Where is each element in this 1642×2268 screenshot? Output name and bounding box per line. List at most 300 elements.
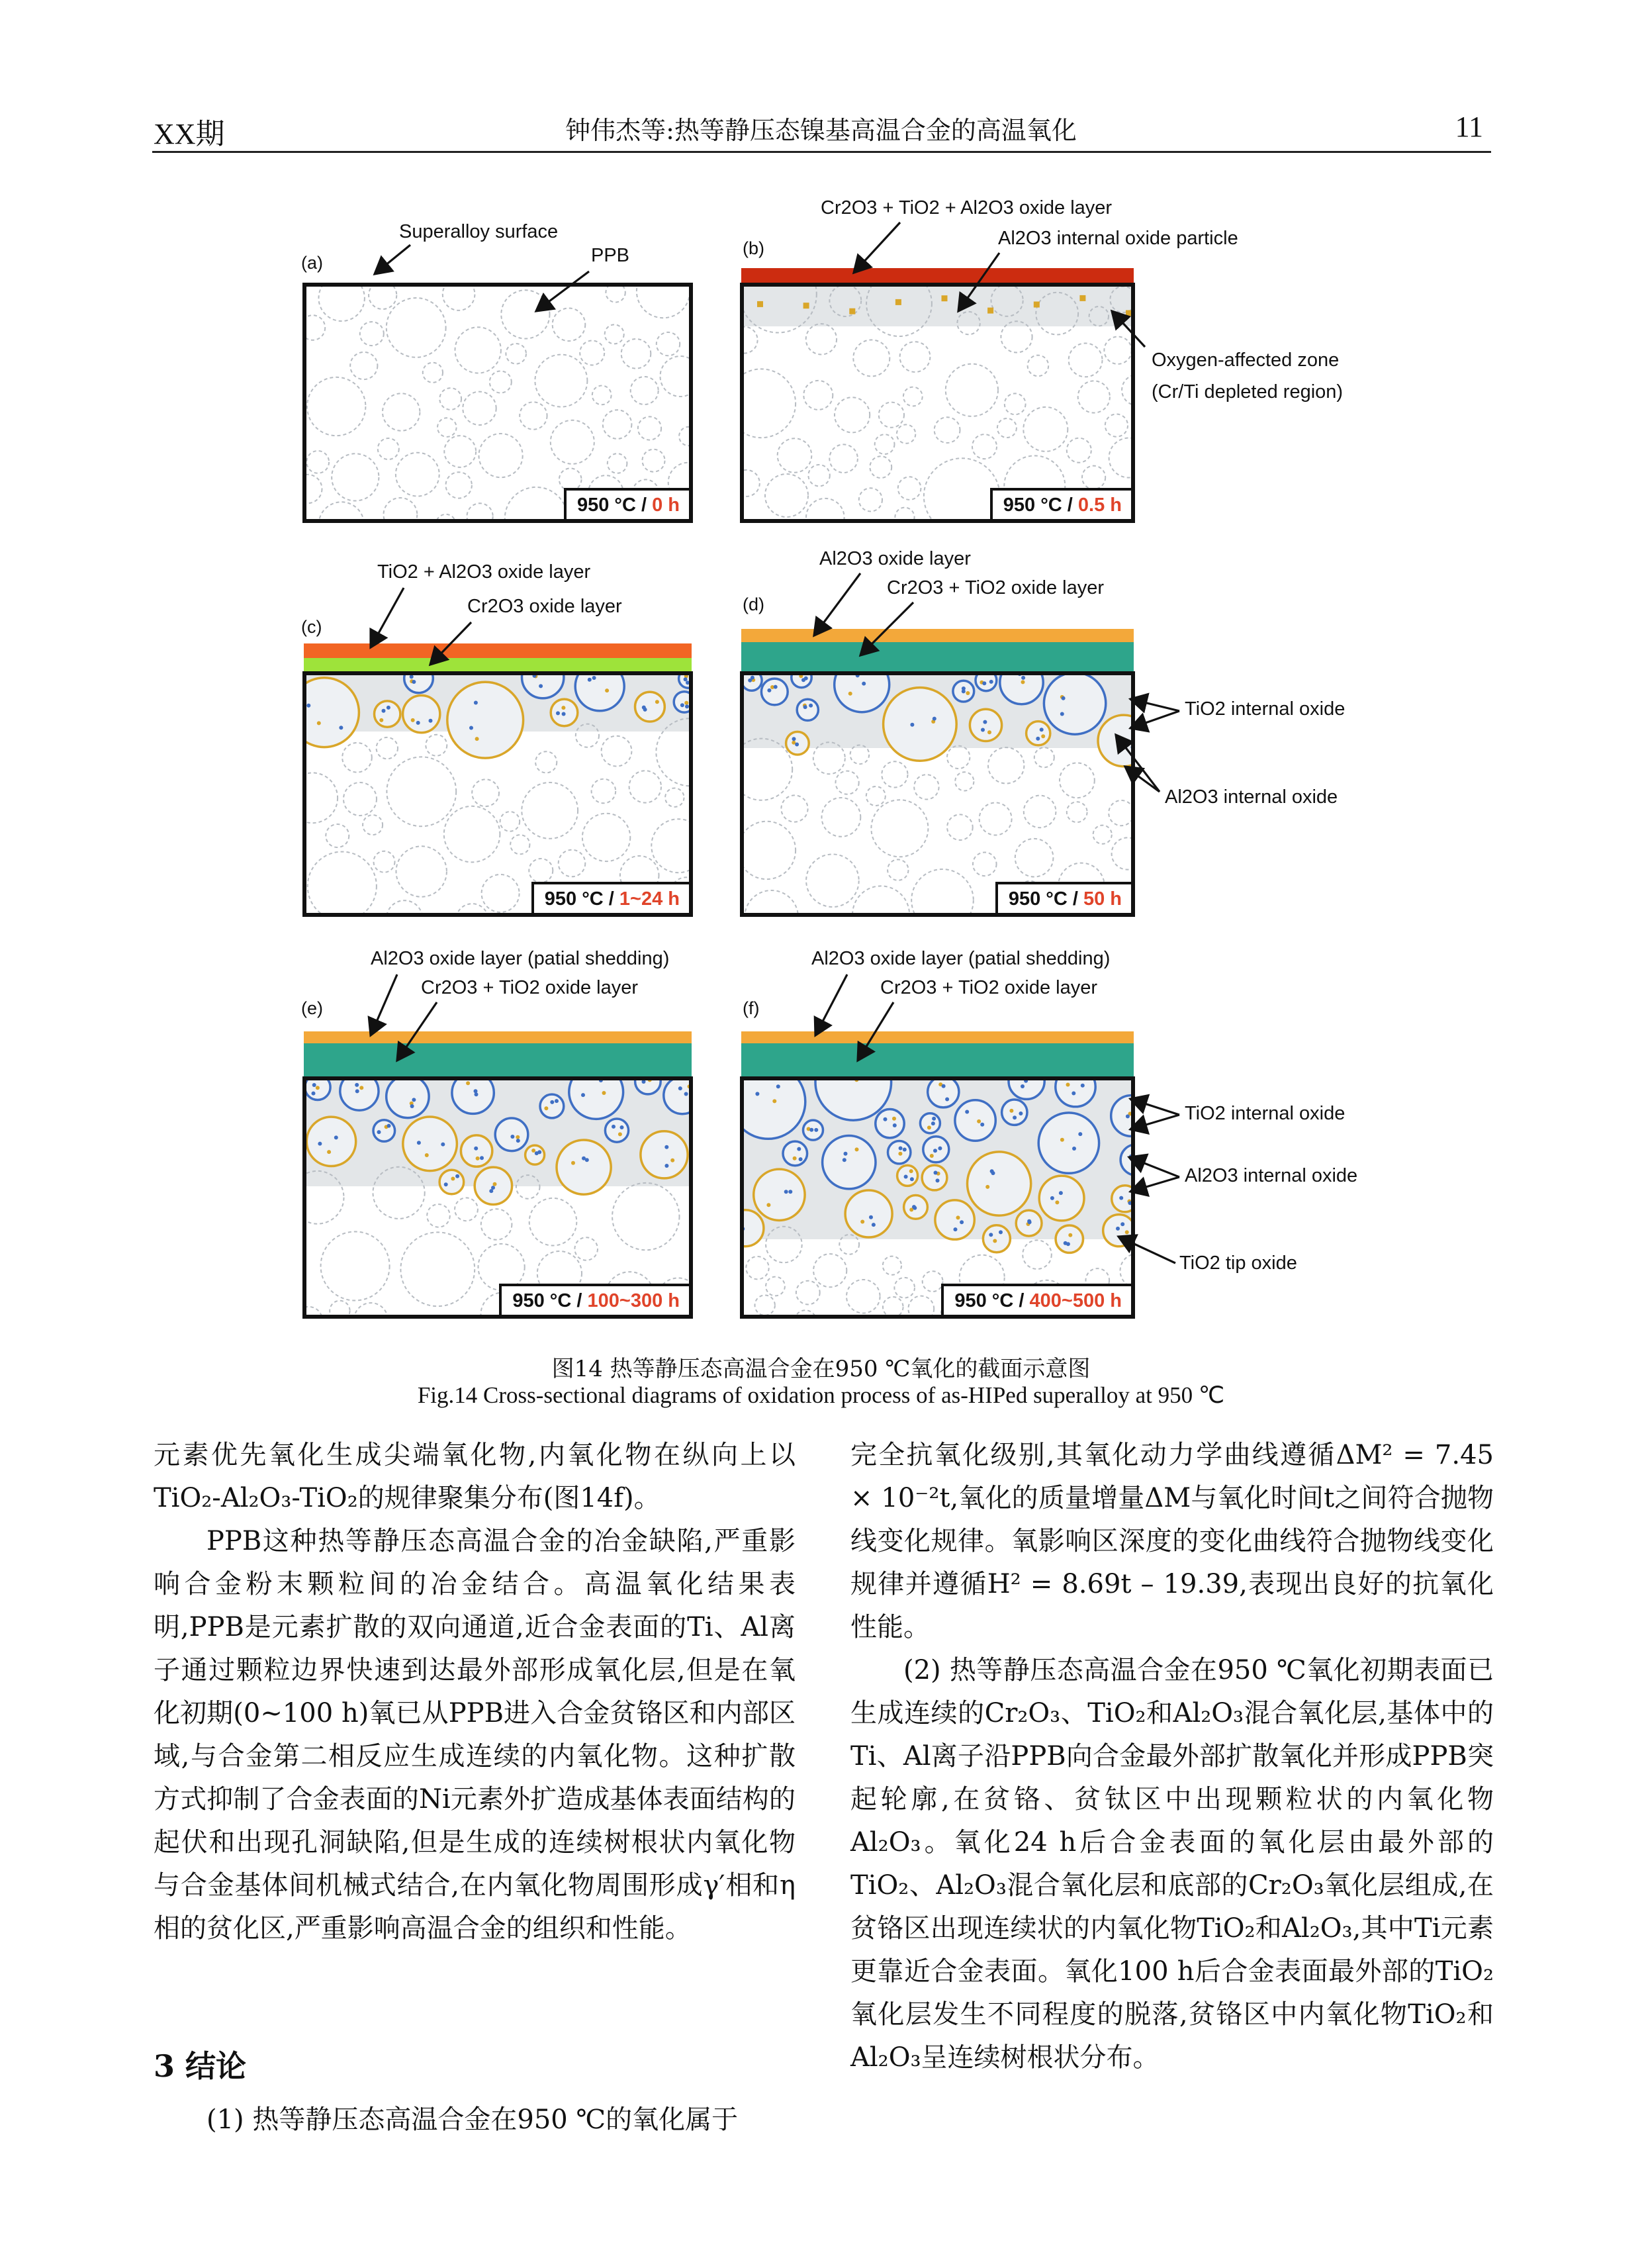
powder-particle: [602, 736, 632, 767]
powder-particle: [888, 859, 908, 880]
powder-particle: [859, 488, 882, 511]
powder-particle: [661, 356, 694, 397]
internal-oxide-dot: [387, 706, 390, 710]
internal-oxide-dot: [312, 1083, 316, 1087]
powder-particle: [308, 852, 377, 917]
powder-particle: [968, 1152, 1031, 1215]
powder-particle: [306, 1171, 344, 1224]
powder-particle: [1028, 355, 1049, 377]
internal-oxide-dot: [1072, 1147, 1076, 1151]
powder-particle: [319, 287, 365, 321]
internal-oxide-dot: [555, 1099, 559, 1103]
internal-oxide-dot: [412, 680, 416, 684]
powder-particle: [765, 474, 808, 517]
powder-particle: [529, 859, 553, 882]
annotation-d-tio2-internal: TiO2 internal oxide: [1185, 698, 1346, 720]
internal-oxide-dot: [643, 708, 647, 712]
powder-particle: [845, 1190, 892, 1237]
powder-particle: [520, 402, 547, 429]
powder-particle: [535, 751, 557, 773]
powder-particle: [427, 1204, 450, 1227]
powder-particle: [835, 675, 889, 712]
internal-oxide-dot: [1125, 1230, 1129, 1234]
powder-particle: [559, 850, 586, 877]
internal-oxide-dot: [379, 718, 383, 722]
internal-oxide-dot: [387, 1124, 391, 1128]
powder-particle: [980, 803, 1012, 835]
internal-oxide-dot: [334, 1135, 338, 1139]
powder-particle: [455, 327, 501, 373]
internal-oxide-dot: [981, 728, 985, 732]
powder-particle: [551, 420, 594, 464]
internal-oxide-dot: [664, 1145, 668, 1149]
internal-oxide-dot: [1129, 1155, 1133, 1158]
annotation-f-cr2o3-tio2: Cr2O3 + TiO2 oxide layer: [880, 977, 1098, 998]
powder-particle: [957, 312, 980, 334]
internal-oxide-dot: [987, 730, 991, 734]
internal-oxide-dot: [1132, 750, 1135, 754]
powder-particle: [1112, 837, 1135, 869]
internal-oxide-dot: [1066, 1242, 1070, 1246]
powder-particle: [306, 475, 322, 503]
internal-oxide-dot: [581, 1093, 585, 1097]
internal-oxide-dot: [355, 1083, 359, 1087]
powder-particle: [461, 1135, 492, 1166]
powder-particle: [396, 846, 447, 896]
internal-oxide-dot: [306, 704, 310, 708]
internal-oxide-dot: [684, 1092, 688, 1096]
powder-particle: [822, 798, 861, 837]
powder-particle: [605, 324, 624, 344]
internal-oxide-dot: [318, 1142, 322, 1146]
powder-particle: [955, 1100, 995, 1141]
powder-particle: [870, 456, 891, 478]
powder-particle: [452, 1080, 494, 1113]
running-title: 钟伟杰等:热等静压态镍基高温合金的高温氧化: [565, 116, 1077, 145]
powder-particle: [755, 1296, 775, 1315]
internal-oxide-dot: [989, 680, 993, 684]
powder-particle: [557, 1140, 611, 1194]
condition-label-d: 950 °C / 50 h: [995, 882, 1131, 913]
internal-oxide-dot: [684, 677, 688, 681]
powder-particle: [516, 1175, 540, 1199]
internal-oxide-dot: [938, 1147, 942, 1151]
internal-oxide-dot: [872, 1223, 876, 1227]
internal-oxide-dot: [966, 691, 970, 695]
powder-particle: [972, 434, 997, 459]
powder-particle: [387, 298, 446, 357]
internal-oxide-dot: [930, 1154, 934, 1158]
powder-particle: [403, 1117, 457, 1171]
powder-particle: [306, 773, 338, 823]
powder-particle: [808, 465, 829, 486]
powder-particle: [306, 1080, 330, 1100]
internal-oxide-dot: [931, 1121, 935, 1125]
panel-label-c: (c): [301, 617, 322, 637]
internal-oxide-dot: [1072, 1092, 1075, 1096]
internal-oxide-dot: [684, 701, 688, 705]
powder-particle: [319, 502, 365, 523]
powder-particle: [914, 775, 938, 799]
figure-caption-en: Fig.14 Cross-sectional diagrams of oxidation process of as-HIPed superalloy at 950 ℃: [417, 1382, 1225, 1408]
powder-particle: [836, 771, 859, 794]
al2o3-internal-particle: [849, 308, 855, 314]
internal-oxide-dot: [932, 1117, 936, 1121]
powder-particle: [332, 453, 379, 500]
powder-particle: [866, 287, 932, 336]
internal-oxide-dot: [893, 1123, 897, 1127]
internal-oxide-dot: [620, 1125, 624, 1129]
internal-oxide-dot: [1060, 712, 1064, 716]
powder-particle: [363, 815, 383, 835]
powder-particle: [387, 900, 422, 917]
powder-particle: [306, 1117, 355, 1166]
internal-oxide-dot: [312, 1092, 316, 1096]
internal-oxide-dot: [1132, 737, 1135, 741]
internal-oxide-dot: [983, 720, 987, 724]
powder-particle: [522, 675, 564, 698]
internal-oxide-dot: [531, 1149, 535, 1153]
powder-particle: [1060, 763, 1095, 798]
powder-particle: [970, 709, 1001, 741]
al2o3-layer-d: [741, 629, 1134, 642]
powder-particle: [911, 869, 974, 917]
annotation-ppb: PPB: [591, 245, 630, 266]
powder-particle: [500, 812, 520, 831]
powder-particle: [1098, 715, 1135, 767]
powder-particle: [1093, 826, 1112, 844]
powder-particle: [895, 508, 914, 523]
powder-particle: [377, 737, 398, 759]
powder-particle: [903, 387, 923, 406]
internal-oxide-dot: [550, 1100, 554, 1104]
powder-particle: [373, 1120, 395, 1142]
internal-oxide-dot: [476, 1157, 480, 1160]
powder-particle: [1056, 1225, 1083, 1252]
powder-particle: [467, 503, 493, 523]
powder-particle: [396, 453, 439, 496]
panel-label-e: (e): [301, 998, 323, 1018]
internal-oxide-dot: [795, 743, 799, 747]
internal-oxide-dot: [602, 1091, 606, 1095]
powder-particle: [1034, 747, 1054, 767]
powder-particle: [1122, 375, 1135, 405]
powder-particle: [875, 434, 895, 454]
internal-oxide-dot: [655, 700, 659, 704]
annotation-b-internal-particle: Al2O3 internal oxide particle: [998, 228, 1238, 249]
powder-particle: [1009, 1080, 1044, 1099]
panel-d: [740, 671, 1135, 917]
internal-oxide-dot: [1078, 1132, 1082, 1136]
powder-particle: [373, 1167, 425, 1219]
internal-oxide-dot: [680, 703, 684, 707]
panel-b: [740, 283, 1135, 523]
powder-particle: [665, 788, 684, 807]
internal-oxide-dot: [913, 1206, 917, 1210]
powder-particle: [354, 1303, 388, 1319]
right-paragraph-1: 完全抗氧化级别,其氧化动力学曲线遵循ΔM² = 7.45 × 10⁻²t,氧化的质量增量ΔM与氧化时间t之间符合抛物线变化规律。氧影响区深度的变化曲线符合抛物线变化规律并遵循H² = 8.69t – 19.39,表现出良好的抗氧化性能。: [850, 1440, 1494, 1642]
grain-field: [306, 1080, 693, 1319]
internal-oxide-dot: [927, 1125, 931, 1129]
powder-particle: [375, 701, 400, 727]
internal-oxide-dot: [516, 1135, 520, 1139]
powder-particle: [400, 1232, 475, 1306]
internal-oxide-dot: [804, 677, 808, 681]
internal-oxide-dot: [1068, 1233, 1072, 1237]
al2o3-internal-particle: [987, 308, 993, 314]
annotation-superalloy-surface: Superalloy surface: [399, 221, 559, 242]
condition-label-e: 950 °C / 100~300 h: [499, 1284, 689, 1315]
annotation-b-affected-zone: Oxygen-affected zone: [1152, 350, 1340, 371]
internal-oxide-dot: [945, 1098, 949, 1102]
internal-oxide-dot: [355, 1089, 359, 1093]
internal-oxide-dot: [933, 1149, 937, 1153]
powder-particle: [522, 782, 578, 839]
powder-particle: [1109, 800, 1134, 826]
internal-oxide-dot: [425, 1153, 429, 1157]
al2o3-internal-particle: [757, 301, 763, 307]
powder-particle: [803, 381, 833, 410]
internal-oxide-dot: [774, 685, 778, 689]
powder-particle: [631, 377, 659, 404]
internal-oxide-dot: [898, 1152, 902, 1156]
internal-oxide-dot: [537, 1150, 541, 1154]
powder-particle: [592, 779, 616, 804]
internal-oxide-dot: [539, 684, 543, 688]
powder-particle: [908, 1296, 934, 1319]
internal-oxide-dot: [903, 1148, 907, 1152]
powder-particle: [1005, 393, 1026, 414]
powder-particle: [482, 874, 520, 912]
annotation-f-al2o3-internal: Al2O3 internal oxide: [1185, 1165, 1358, 1186]
powder-particle: [1000, 675, 1043, 704]
internal-oxide-dot: [605, 688, 609, 692]
powder-particle: [369, 287, 396, 309]
condition-label-b: 950 °C / 0.5 h: [990, 488, 1131, 519]
internal-oxide-dot: [909, 1169, 913, 1173]
powder-particle: [1015, 839, 1054, 877]
powder-particle: [495, 1118, 528, 1151]
mixed-layer-e: [304, 1043, 692, 1078]
internal-oxide-dot: [1120, 1222, 1124, 1226]
al2o3-layer-e: [304, 1031, 692, 1043]
powder-particle: [1078, 381, 1110, 412]
powder-particle: [404, 675, 433, 693]
powder-particle: [529, 1198, 577, 1246]
powder-particle: [813, 1254, 846, 1287]
powder-particle: [525, 1145, 545, 1164]
powder-particle: [884, 688, 957, 761]
powder-particle: [643, 449, 665, 472]
powder-particle: [674, 692, 693, 712]
powder-particle: [871, 800, 928, 857]
mixed-layer-f: [741, 1043, 1134, 1078]
figure-caption-zh: 图14 热等静压态高温合金在950 ℃氧化的截面示意图: [551, 1356, 1091, 1382]
powder-particle: [988, 747, 1024, 783]
internal-oxide-dot: [985, 1185, 989, 1189]
internal-oxide-dot: [417, 1141, 421, 1145]
powder-particle: [744, 287, 817, 333]
internal-oxide-dot: [934, 1171, 938, 1175]
internal-oxide-dot: [1021, 676, 1025, 680]
powder-particle: [1082, 466, 1105, 489]
internal-oxide-dot: [1009, 1109, 1013, 1113]
internal-oxide-dot: [685, 704, 689, 708]
powder-particle: [439, 388, 461, 410]
powder-particle: [797, 699, 818, 720]
powder-particle: [637, 287, 690, 318]
powder-particle: [306, 678, 359, 747]
powder-particle: [744, 1210, 764, 1247]
al2o3-layer-f: [741, 1031, 1134, 1043]
internal-oxide-dot: [1013, 1115, 1017, 1119]
powder-particle: [423, 363, 443, 383]
internal-oxide-dot: [1126, 1114, 1130, 1118]
annotation-e-cr2o3-tio2: Cr2O3 + TiO2 oxide layer: [421, 977, 639, 998]
internal-oxide-dot: [327, 1150, 331, 1154]
internal-oxide-dot: [884, 1117, 888, 1121]
powder-particle: [383, 393, 420, 430]
internal-oxide-dot: [480, 1156, 484, 1160]
internal-oxide-dot: [455, 1174, 459, 1178]
internal-oxide-dot: [942, 1084, 946, 1088]
powder-particle: [744, 369, 796, 438]
powder-particle: [463, 392, 496, 425]
powder-particle: [535, 355, 587, 407]
powder-particle: [744, 822, 796, 879]
internal-oxide-dot: [989, 1233, 993, 1237]
powder-particle: [638, 416, 661, 440]
powder-particle: [894, 1278, 915, 1298]
internal-oxide-dot: [809, 704, 813, 708]
grain-field: [744, 1080, 1135, 1319]
powder-particle: [608, 453, 627, 473]
internal-oxide-dot: [556, 711, 560, 715]
powder-particle: [592, 386, 612, 405]
powder-particle: [746, 1256, 768, 1279]
internal-oxide-dot: [612, 1125, 616, 1129]
powder-particle: [472, 779, 499, 806]
annotation-d-al2o3-layer: Al2O3 oxide layer: [819, 548, 971, 569]
internal-oxide-dot: [910, 1177, 914, 1181]
powder-particle: [1111, 1096, 1135, 1137]
powder-particle: [1038, 1113, 1099, 1173]
powder-particle: [946, 364, 998, 416]
panel-e: [302, 1076, 693, 1319]
powder-particle: [635, 1080, 661, 1094]
powder-particle: [582, 814, 630, 861]
powder-particle: [501, 290, 549, 338]
powder-particle: [576, 724, 599, 747]
powder-particle: [603, 410, 632, 439]
oxide-layer-b: [741, 268, 1134, 284]
powder-particle: [387, 1080, 429, 1118]
internal-oxide-dot: [444, 1182, 448, 1186]
grain-field: [306, 675, 693, 917]
internal-oxide-dot: [474, 1089, 478, 1093]
internal-oxide-dot: [510, 1135, 514, 1139]
powder-particle: [426, 735, 447, 756]
internal-oxide-dot: [766, 1203, 770, 1207]
panel-label-b: (b): [743, 238, 764, 258]
powder-particle: [991, 287, 1023, 316]
internal-oxide-dot: [1021, 1084, 1025, 1088]
internal-oxide-dot: [748, 679, 752, 683]
annotation-d-cr2o3-tio2: Cr2O3 + TiO2 oxide layer: [887, 577, 1105, 598]
internal-oxide-dot: [977, 1119, 981, 1123]
left-paragraph-1: 元素优先氧化生成尖端氧化物,内氧化物在纵向上以TiO₂-Al₂O₃-TiO₂的规律聚集分布(图14f)。: [154, 1440, 796, 1513]
internal-oxide-dot: [474, 701, 478, 705]
powder-particle: [794, 1310, 816, 1319]
internal-oxide-dot: [585, 1158, 589, 1162]
internal-oxide-dot: [670, 1158, 674, 1162]
powder-particle: [1023, 407, 1068, 451]
annotation-d-al2o3-internal: Al2O3 internal oxide: [1165, 786, 1338, 808]
powder-particle: [1109, 438, 1135, 478]
powder-particle: [745, 890, 798, 917]
internal-oxide-dot: [592, 676, 596, 680]
powder-particle: [580, 341, 604, 365]
powder-particle: [443, 287, 475, 310]
internal-oxide-dot: [899, 1147, 903, 1151]
internal-oxide-dot: [855, 1147, 859, 1151]
powder-particle: [900, 342, 931, 372]
powder-particle: [1103, 1215, 1135, 1247]
powder-particle: [846, 1280, 880, 1313]
internal-oxide-dot: [316, 1086, 320, 1090]
powder-particle: [446, 472, 472, 498]
powder-particle: [342, 743, 372, 773]
powder-particle: [490, 371, 512, 393]
powder-particle: [1110, 287, 1135, 312]
right-column: [850, 1434, 1494, 2079]
page-number: 11: [1455, 111, 1483, 143]
powder-particle: [1023, 1240, 1052, 1269]
internal-oxide-dot: [1059, 1191, 1063, 1195]
panel-c: [302, 671, 693, 917]
powder-particle: [1112, 1186, 1135, 1212]
internal-oxide-dot: [956, 1215, 960, 1219]
panel-a: [302, 283, 693, 523]
internal-oxide-dot: [475, 1092, 479, 1096]
powder-particle: [935, 1200, 974, 1239]
powder-particle: [387, 757, 456, 826]
powder-particle: [866, 786, 886, 806]
powder-particle: [813, 742, 845, 774]
internal-oxide-dot: [843, 1158, 846, 1162]
internal-oxide-dot: [1040, 728, 1044, 732]
powder-particle: [783, 1141, 807, 1166]
powder-particle: [326, 824, 349, 847]
powder-particle: [657, 332, 680, 355]
internal-oxide-dot: [784, 1190, 788, 1194]
internal-oxide-dot: [1041, 734, 1045, 738]
section-heading: 3 结论: [154, 2048, 247, 2084]
powder-particle: [923, 1271, 943, 1292]
panel-label-d: (d): [743, 594, 764, 614]
powder-particle: [343, 782, 377, 816]
annotation-f-al2o3-shedding: Al2O3 oxide layer (patial shedding): [811, 948, 1111, 969]
powder-particle: [883, 1297, 903, 1317]
cr2o3-layer-c: [304, 658, 692, 673]
internal-oxide-dot: [776, 1084, 780, 1088]
internal-oxide-dot: [1062, 696, 1066, 700]
powder-particle: [306, 315, 325, 340]
internal-oxide-dot: [359, 1086, 363, 1090]
powder-particle: [306, 1307, 322, 1319]
tio2-al2o3-layer-c: [304, 643, 692, 658]
powder-particle: [761, 679, 788, 705]
